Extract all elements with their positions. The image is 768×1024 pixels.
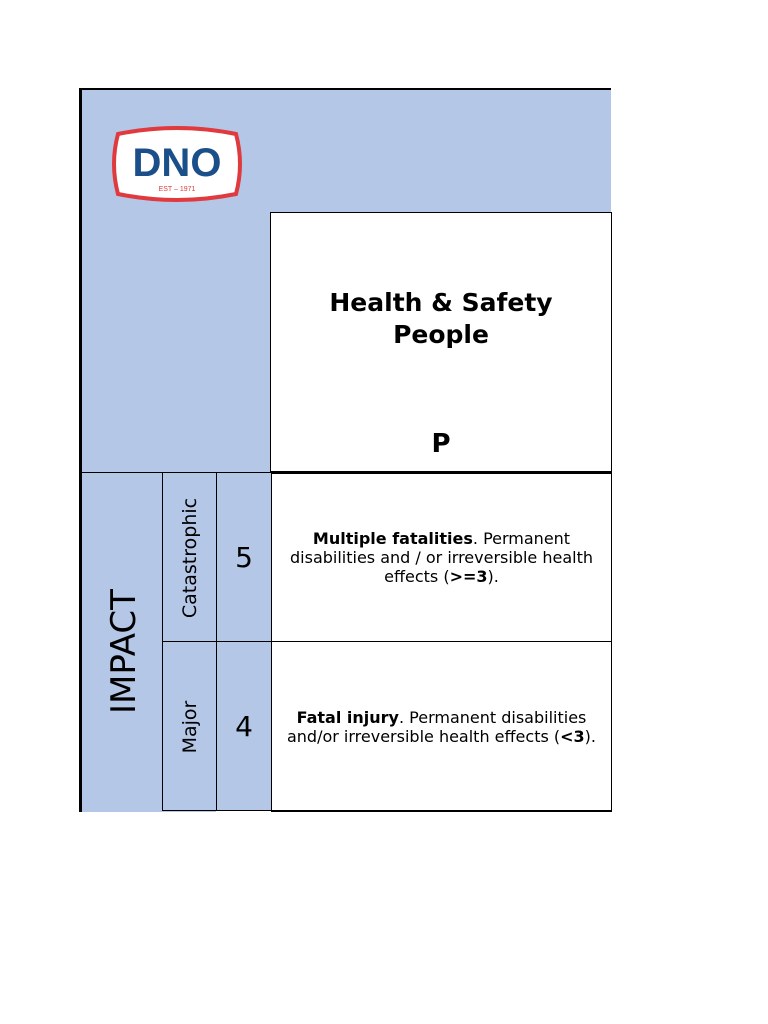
clip-mask: [82, 812, 162, 872]
severity-cell-catastrophic: [162, 472, 216, 642]
dno-logo: [108, 126, 246, 202]
title-line-1: Health & Safety: [329, 288, 553, 317]
severity-cell-major: [162, 641, 216, 811]
category-code: P: [431, 429, 451, 459]
severity-label: Major: [178, 700, 201, 753]
description-text: Multiple fatalities. Permanent disabilities and / or irreversible health effects (>=3).: [290, 529, 593, 586]
level-cell-4: 4: [216, 641, 271, 811]
description-cell: [271, 472, 612, 642]
description-text: Fatal injury. Permanent disabilities and/or irreversible health effects (<3).: [286, 707, 596, 746]
page-title: [271, 287, 611, 351]
description-cell: [271, 641, 612, 812]
logo-text: DNO: [132, 141, 222, 185]
level-cell-5: 5: [216, 472, 271, 642]
logo-est: EST – 1971: [158, 186, 196, 193]
severity-label: Catastrophic: [178, 497, 201, 618]
header-box: [270, 212, 612, 472]
impact-axis-label: IMPACT: [104, 589, 144, 714]
bottom-border: [162, 810, 612, 811]
title-line-2: People: [393, 320, 489, 349]
